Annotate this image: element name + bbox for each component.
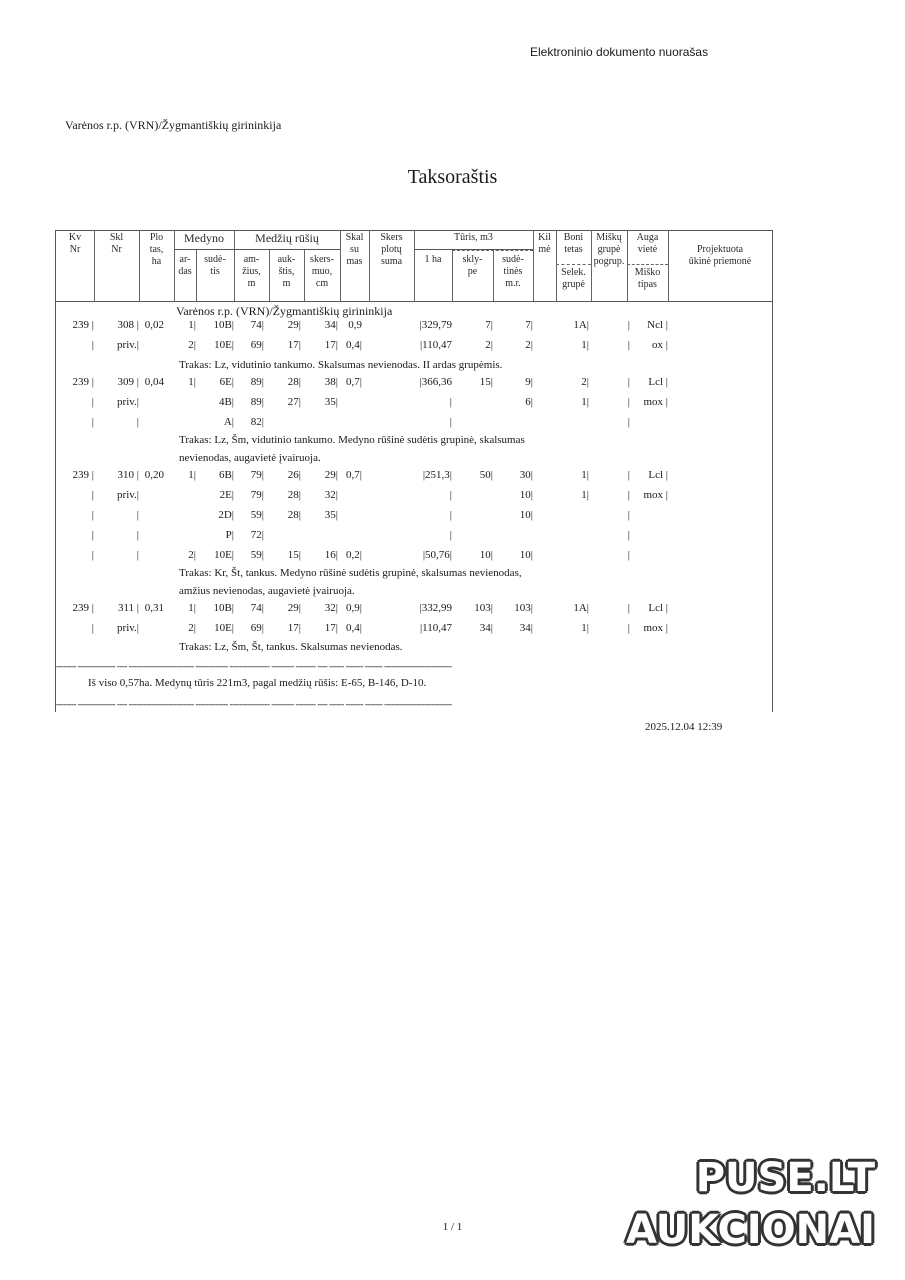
- cell-aug: Lcl |: [648, 376, 668, 388]
- header-aukstis: auk- štis, m: [277, 254, 296, 289]
- cell-skal: 0,7|: [346, 376, 362, 388]
- cell-sud: 4B|: [218, 396, 234, 408]
- cell-mg: |: [627, 509, 630, 521]
- cell-sud: 2E|: [219, 489, 234, 501]
- header-bonitetas: Boni tetas: [563, 232, 584, 255]
- cell-kv: |: [91, 622, 94, 634]
- cell-kv: 239 |: [72, 602, 94, 614]
- cell-sud-t: 9|: [525, 376, 533, 388]
- cell-sk: 17|: [324, 339, 338, 351]
- trakas-note: Trakas: Kr, Št, tankus. Medyno rūšinė sudėtis grupinė, skalsumas nevienodas,: [179, 567, 522, 579]
- cell-mg: |: [627, 529, 630, 541]
- cell-skl-t: 50|: [479, 469, 493, 481]
- cell-aug: Ncl |: [647, 319, 668, 331]
- cell-t1ha: |: [449, 416, 452, 428]
- cell-bon: 1A|: [573, 602, 589, 614]
- cell-skl: |: [136, 529, 139, 541]
- totals-row: Iš viso 0,57ha. Medynų tūris 221m3, pagal medžių rūšis: E-65, B-146, D-10.: [88, 677, 427, 689]
- cell-skal: 0,2|: [346, 549, 362, 561]
- cell-ar: 1|: [188, 469, 196, 481]
- group-underline: [234, 249, 340, 250]
- document-copy-label: Elektroninio dokumento nuorašas: [530, 45, 709, 59]
- cell-t1ha: |: [449, 509, 452, 521]
- header-ardas: ar- das: [178, 254, 192, 277]
- cell-skl: priv.|: [117, 339, 139, 351]
- cell-sud: 10B|: [213, 319, 234, 331]
- tax-table: [55, 230, 773, 712]
- cell-sud: 10E|: [214, 622, 234, 634]
- cell-ar: 1|: [188, 376, 196, 388]
- page-number: 1 / 1: [442, 1221, 463, 1233]
- cell-sud: 6E|: [219, 376, 234, 388]
- cell-sud-t: 34|: [519, 622, 533, 634]
- header-kilme: Kil mė: [538, 232, 551, 255]
- header-sudetines: sudė- tinės m.r.: [502, 254, 524, 289]
- cell-kv: |: [91, 339, 94, 351]
- cell-sk: 32|: [324, 489, 338, 501]
- cell-sk: 35|: [324, 509, 338, 521]
- header-1ha: 1 ha: [424, 254, 442, 265]
- cell-skal: 0,4|: [346, 622, 362, 634]
- cell-bon: 1|: [581, 489, 589, 501]
- cell-sud: 10B|: [213, 602, 234, 614]
- cell-skl: |: [136, 416, 139, 428]
- cell-kv: |: [91, 396, 94, 408]
- cell-skl: priv.|: [117, 396, 139, 408]
- cell-t1ha: |: [449, 529, 452, 541]
- cell-amz: 79|: [250, 489, 264, 501]
- cell-auk: 28|: [287, 509, 301, 521]
- dash-line-bottom: -------- --------------- ---- -------------------------- ------------- ---------------- --------- -------- ---- ------ ------- ------- ---------------------------: [56, 699, 452, 709]
- cell-auk: 27|: [287, 396, 301, 408]
- cell-auk: 17|: [287, 622, 301, 634]
- cell-skl-t: 10|: [479, 549, 493, 561]
- watermark-logo: PUSE.LT AUKCIONAI: [626, 1155, 875, 1253]
- cell-amz: 74|: [250, 319, 264, 331]
- header-skers-plotu: Skers plotų suma: [380, 232, 403, 267]
- header-skersmuo: skers- muo, cm: [310, 254, 334, 289]
- section-heading: Varėnos r.p. (VRN)/Žygmantiškių girininkija: [176, 304, 393, 318]
- header-turis: Tūris, m3: [454, 232, 493, 243]
- cell-sk: 38|: [324, 376, 338, 388]
- cell-ar: 1|: [188, 319, 196, 331]
- header-augaviete: Auga vietė: [636, 232, 659, 255]
- cell-amz: 82|: [250, 416, 264, 428]
- cell-sud: 10E|: [214, 339, 234, 351]
- cell-sud: A|: [223, 416, 234, 428]
- cell-skl: priv.|: [117, 489, 139, 501]
- header-selek-grupe: Selek. grupė: [561, 267, 586, 290]
- header-amzius: am- žius, m: [242, 254, 261, 289]
- header-projektuota: Projektuota ūkinė priemonė: [688, 244, 752, 267]
- cell-plotas: 0,20: [144, 469, 164, 481]
- cell-auk: 26|: [287, 469, 301, 481]
- header-medziu-rusiu: Medžių rūšių: [255, 231, 319, 245]
- cell-t1ha: |110,47: [419, 622, 452, 634]
- cell-aug: Lcl |: [648, 602, 668, 614]
- cell-bon: 1A|: [573, 319, 589, 331]
- cell-kv: |: [91, 549, 94, 561]
- trakas-note: Trakas: Lz, Šm, Št, tankus. Skalsumas nevienodas.: [179, 641, 403, 653]
- cell-sud-t: 103|: [514, 602, 533, 614]
- cell-kv: 239 |: [72, 376, 94, 388]
- cell-skl: priv.|: [117, 622, 139, 634]
- cell-kv: 239 |: [72, 469, 94, 481]
- cell-sk: 34|: [324, 319, 338, 331]
- cell-skl: 308 |: [117, 319, 139, 331]
- cell-sk: 29|: [324, 469, 338, 481]
- cell-sud: 10E|: [214, 549, 234, 561]
- cell-mg: |: [627, 319, 630, 331]
- cell-skl-t: 34|: [479, 622, 493, 634]
- cell-aug: mox |: [643, 396, 668, 408]
- cell-sud-t: 6|: [525, 396, 533, 408]
- cell-skl: 309 |: [117, 376, 139, 388]
- cell-aug: mox |: [643, 489, 668, 501]
- cell-t1ha: |50,76|: [422, 549, 452, 561]
- cell-bon: 1|: [581, 469, 589, 481]
- cell-amz: 89|: [250, 396, 264, 408]
- cell-mg: |: [627, 602, 630, 614]
- cell-skl-t: 2|: [485, 339, 493, 351]
- cell-auk: 15|: [287, 549, 301, 561]
- cell-skl: |: [136, 549, 139, 561]
- cell-sk: 35|: [324, 396, 338, 408]
- cell-sud-t: 10|: [519, 489, 533, 501]
- cell-t1ha: |366,36: [419, 376, 452, 388]
- cell-ar: 2|: [188, 549, 196, 561]
- cell-t1ha: |110,47: [419, 339, 452, 351]
- cell-bon: 2|: [581, 376, 589, 388]
- cell-skl: 311 |: [117, 602, 139, 614]
- cell-kv: 239 |: [72, 319, 94, 331]
- cell-skl-t: 103|: [474, 602, 493, 614]
- cell-sud-t: 7|: [525, 319, 533, 331]
- cell-mg: |: [627, 622, 630, 634]
- header-sudetis: sudė- tis: [204, 254, 226, 277]
- cell-plotas: 0,31: [144, 602, 164, 614]
- cell-sud-t: 2|: [525, 339, 533, 351]
- cell-mg: |: [627, 489, 630, 501]
- cell-amz: 74|: [250, 602, 264, 614]
- cell-aug: ox |: [652, 339, 668, 351]
- cell-auk: 28|: [287, 376, 301, 388]
- forestry-location: Varėnos r.p. (VRN)/Žygmantiškių girininkija: [65, 118, 282, 132]
- cell-sud: P|: [225, 529, 234, 541]
- header-misko-tipas: Miško tipas: [634, 267, 661, 290]
- dash-separator: [556, 264, 591, 265]
- cell-sk: 32|: [324, 602, 338, 614]
- page-title: Taksoraštis: [407, 166, 498, 188]
- header-skalsumas: Skal su mas: [345, 232, 364, 267]
- cell-amz: 59|: [250, 549, 264, 561]
- cell-sud-t: 10|: [519, 549, 533, 561]
- cell-skl: |: [136, 509, 139, 521]
- cell-auk: 29|: [287, 602, 301, 614]
- cell-sud: 6B|: [218, 469, 234, 481]
- cell-sud-t: 10|: [519, 509, 533, 521]
- cell-t1ha: |332,99: [419, 602, 452, 614]
- dash-separator: [627, 264, 668, 265]
- cell-auk: 29|: [287, 319, 301, 331]
- trakas-note: Trakas: Lz, Šm, vidutinio tankumo. Medyno rūšinė sudėtis grupinė, skalsumas: [179, 434, 525, 446]
- trakas-note: Trakas: Lz, vidutinio tankumo. Skalsumas nevienodas. II ardas grupėmis.: [179, 359, 503, 371]
- cell-amz: 69|: [250, 339, 264, 351]
- cell-ar: 2|: [188, 622, 196, 634]
- cell-bon: 1|: [581, 339, 589, 351]
- cell-t1ha: |: [449, 396, 452, 408]
- cell-kv: |: [91, 489, 94, 501]
- cell-t1ha: |: [449, 489, 452, 501]
- cell-kv: |: [91, 509, 94, 521]
- cell-bon: 1|: [581, 622, 589, 634]
- header-skl: Skl Nr: [109, 232, 124, 255]
- cell-amz: 79|: [250, 469, 264, 481]
- cell-aug: mox |: [643, 622, 668, 634]
- cell-amz: 69|: [250, 622, 264, 634]
- cell-plotas: 0,02: [144, 319, 164, 331]
- header-misku-grupe: Miškų grupė pogrup.: [593, 232, 625, 267]
- cell-sk: 16|: [324, 549, 338, 561]
- print-date: 2025.12.04 12:39: [645, 721, 723, 733]
- cell-mg: |: [627, 339, 630, 351]
- trakas-note: nevienodas, augavietė įvairuoja.: [179, 452, 321, 464]
- cell-skal: 0,9: [348, 319, 362, 331]
- cell-skl-t: 7|: [485, 319, 493, 331]
- cell-t1ha: |329,79: [419, 319, 452, 331]
- dash-line-top: -------- --------------- ---- -------------------------- ------------- ---------------- --------- -------- ---- ------ ------- ------- ---------------------------: [56, 661, 452, 671]
- cell-amz: 89|: [250, 376, 264, 388]
- cell-aug: Lcl |: [648, 469, 668, 481]
- cell-mg: |: [627, 416, 630, 428]
- cell-bon: 1|: [581, 396, 589, 408]
- cell-mg: |: [627, 469, 630, 481]
- cell-amz: 59|: [250, 509, 264, 521]
- cell-skl: 310 |: [117, 469, 139, 481]
- cell-ar: 2|: [188, 339, 196, 351]
- cell-plotas: 0,04: [144, 376, 164, 388]
- cell-t1ha: |251,3|: [422, 469, 452, 481]
- cell-skl-t: 15|: [479, 376, 493, 388]
- cell-sud: 2D|: [218, 509, 234, 521]
- header-bottom-border: [56, 301, 772, 302]
- cell-mg: |: [627, 376, 630, 388]
- cell-skal: 0,9|: [346, 602, 362, 614]
- cell-auk: 17|: [287, 339, 301, 351]
- trakas-note: amžius nevienodas, augavietė įvairuoja.: [179, 585, 355, 597]
- group-underline: [174, 249, 234, 250]
- cell-sk: 17|: [324, 622, 338, 634]
- cell-skal: 0,7|: [346, 469, 362, 481]
- cell-mg: |: [627, 396, 630, 408]
- cell-kv: |: [91, 416, 94, 428]
- cell-sud-t: 30|: [519, 469, 533, 481]
- header-medyno: Medyno: [184, 231, 224, 245]
- cell-amz: 72|: [250, 529, 264, 541]
- cell-kv: |: [91, 529, 94, 541]
- dash-separator: [452, 250, 533, 251]
- cell-auk: 28|: [287, 489, 301, 501]
- header-plotas: Plo tas, ha: [149, 232, 164, 267]
- cell-mg: |: [627, 549, 630, 561]
- header-sklype: skly- pe: [462, 254, 483, 277]
- cell-ar: 1|: [188, 602, 196, 614]
- header-kv: Kv Nr: [68, 232, 82, 255]
- cell-skal: 0,4|: [346, 339, 362, 351]
